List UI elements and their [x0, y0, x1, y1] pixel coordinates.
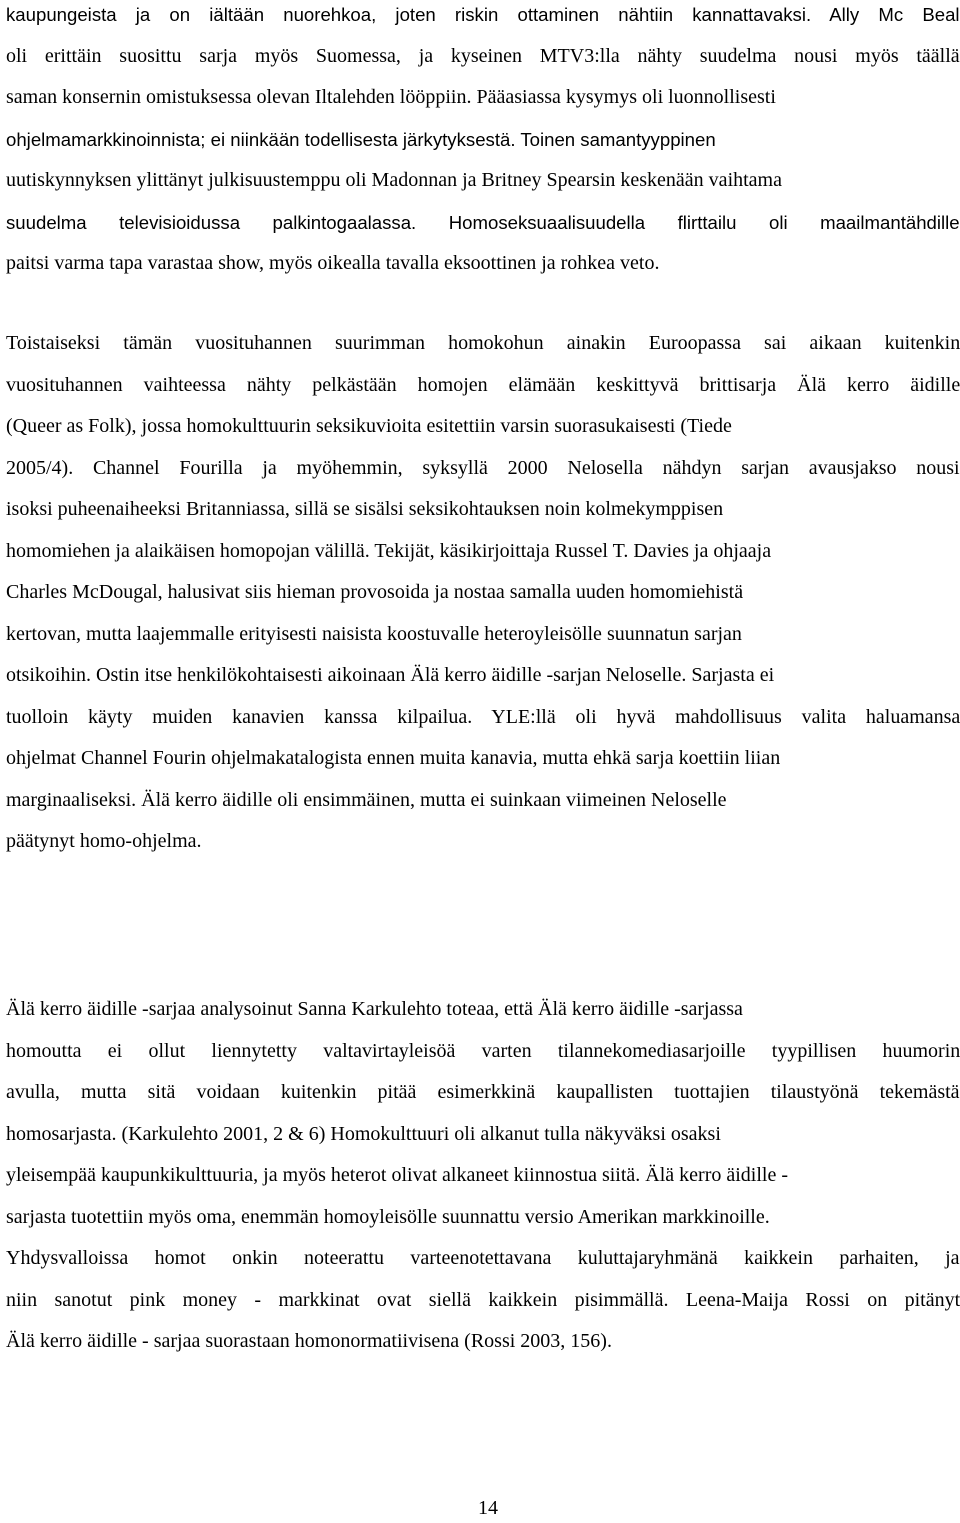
text-line: Älä kerro äidille - sarjaa suorastaan homonormatiivisena (Rossi 2003, 156). [6, 1330, 612, 1352]
text-line: niin sanotut pink money - markkinat ovat siellä kaikkein pisimmällä. Leena-Maija Rossi on pitänyt [6, 1288, 960, 1311]
text-line: homoutta ei ollut liennytetty valtavirtayleisöä varten tilannekomediasarjoille tyypillisen huumorin [6, 1039, 960, 1062]
text-line: 2005/4). Channel Fourilla ja myöhemmin, syksyllä 2000 Nelosella nähdyn sarjan avausjakso nousi [6, 456, 960, 479]
text-line: (Queer as Folk), jossa homokulttuurin seksikuvioita esitettiin varsin suorasukaisesti (Tiede [6, 415, 732, 437]
text-line: vuosituhannen vaihteessa nähty pelkästään homojen elämään keskittyvä brittisarja Älä kerro äidille [6, 373, 960, 396]
text-line: tuolloin käyty muiden kanavien kanssa kilpailua. YLE:llä oli hyvä mahdollisuus valita haluamansa [6, 705, 960, 728]
text-line: ohjelmat Channel Fourin ohjelmakatalogista ennen muita kanavia, mutta ehkä sarja koettiin liian [6, 747, 781, 769]
text-line: Älä kerro äidille -sarjaa analysoinut Sanna Karkulehto toteaa, että Älä kerro äidille -sarjassa [6, 998, 743, 1020]
text-line: Charles McDougal, halusivat siis hieman provosoida ja nostaa samalla uuden homomiehistä [6, 581, 744, 603]
text-line: Toistaiseksi tämän vuosituhannen suurimman homokohun ainakin Euroopassa sai aikaan kuitenkin [6, 332, 960, 354]
text-line: marginaaliseksi. Älä kerro äidille oli ensimmäinen, mutta ei suinkaan viimeinen Neloselle [6, 788, 727, 811]
text-line: avulla, mutta sitä voidaan kuitenkin pitää esimerkkinä kaupallisten tuottajien tilaustyönä tekemästä [6, 1081, 960, 1103]
text-line: otsikoihin. Ostin itse henkilökohtaisesti aikoinaan Älä kerro äidille -sarjan Neloselle. Sarjasta ei [6, 664, 775, 686]
text-line: oli erittäin suosittu sarja myös Suomessa, ja kyseinen MTV3:lla nähty suudelma nousi myös täällä [6, 44, 960, 67]
paragraph-1 [6, 0, 960, 285]
text-line: yleisempää kaupunkikulttuuria, ja myös heterot olivat alkaneet kiinnostua siitä. Älä kerro äidille - [6, 1164, 789, 1186]
text-line: suudelma televisioidussa palkintogaalassa. Homoseksuaalisuudella flirttailu oli maailmantähdille [6, 211, 960, 233]
paragraph-2 [6, 323, 960, 863]
paragraph-3 [6, 989, 960, 1363]
text-line: päätynyt homo-ohjelma. [6, 830, 202, 852]
text-line: ohjelmamarkkinoinnista; ei niinkään todellisesta järkytyksestä. Toinen samantyyppinen [6, 128, 716, 150]
text-line: kaupungeista ja on iältään nuorehkoa, joten riskin ottaminen nähtiin kannattavaksi. Ally Mc Beal [6, 4, 960, 25]
text-line: sarjasta tuotettiin myös oma, enemmän homoyleisölle suunnattu versio Amerikan markkinoille. [6, 1205, 770, 1228]
text-line: saman konsernin omistuksessa olevan Iltalehden lööppiin. Pääasiassa kysymys oli luonnollisesti [6, 86, 776, 108]
text-line: homomiehen ja alaikäisen homopojan välillä. Tekijät, käsikirjoittaja Russel T. Davies ja ohjaaja [6, 539, 772, 562]
text-line: homosarjasta. (Karkulehto 2001, 2 & 6) Homokulttuuri oli alkanut tulla näkyväksi osaksi [6, 1122, 721, 1145]
text-line: kertovan, mutta laajemmalle erityisesti naisista koostuvalle heteroyleisölle suunnatun sarjan [6, 622, 742, 645]
text-line: paitsi varma tapa varastaa show, myös oikealla tavalla eksoottinen ja rohkea veto. [6, 252, 660, 274]
text-line: isoksi puheenaiheeksi Britanniassa, sillä se sisälsi seksikohtauksen noin kolmekymppisen [6, 498, 724, 520]
page-number: 14 [478, 1497, 498, 1519]
text-line: uutiskynnyksen ylittänyt julkisuustemppu oli Madonnan ja Britney Spearsin keskenään vaihtama [6, 169, 782, 191]
text-line: Yhdysvalloissa homot onkin noteerattu varteenotettavana kuluttajaryhmänä kaikkein parhaiten, ja [6, 1247, 960, 1269]
